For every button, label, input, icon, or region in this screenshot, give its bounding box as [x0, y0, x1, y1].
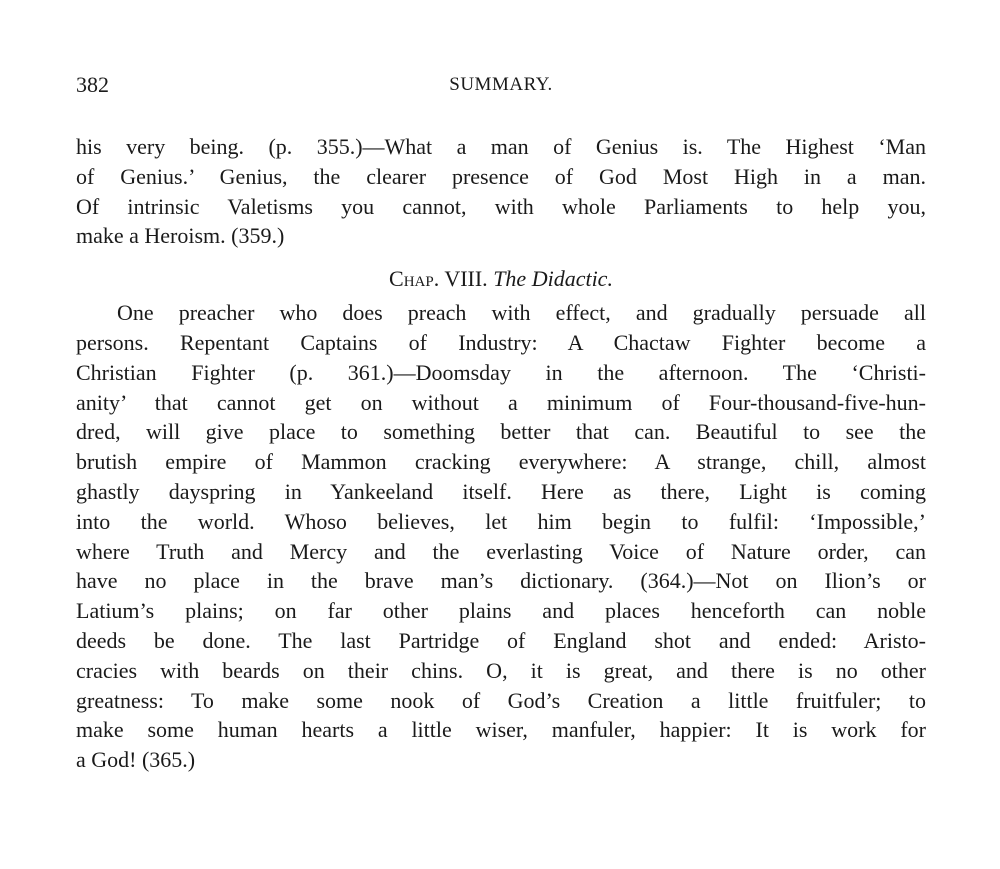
text-line: Christian Fighter (p. 361.)—Doomsday in the afternoon. The ‘Christi-: [76, 359, 926, 385]
book-page: [76, 72, 926, 775]
text-line: into the world. Whoso believes, let him begin to fulfil: ‘Impossible,’: [76, 508, 926, 534]
text-line: ghastly dayspring in Yankeeland itself. Here as there, Light is coming: [76, 478, 926, 504]
text-line: make a Heroism. (359.): [76, 223, 285, 249]
text-line: One preacher who does preach with effect, and gradually persuade all: [117, 300, 926, 326]
chapter-heading: [76, 264, 926, 294]
text-line: anity’ that cannot get on without a minimum of Four-thousand-five-hun-: [76, 389, 926, 415]
chapter-label: Chap. VIII.: [389, 266, 488, 292]
running-head: [76, 72, 926, 106]
text-line: Of intrinsic Valetisms you cannot, with whole Parliaments to help you,: [76, 193, 926, 219]
chapter-title: The Didactic.: [493, 266, 613, 292]
chapter-paragraph: [76, 298, 926, 775]
opening-paragraph: [76, 132, 926, 251]
text-line: have no place in the brave man’s dictionary. (364.)—Not on Ilion’s or: [76, 568, 926, 594]
page-number: 382: [76, 72, 109, 97]
text-line: greatness: To make some nook of God’s Creation a little fruitfuler; to: [76, 687, 926, 713]
running-title: SUMMARY.: [449, 74, 553, 95]
text-line: dred, will give place to something better that can. Beautiful to see the: [76, 419, 926, 445]
text-line: a God! (365.): [76, 747, 196, 773]
text-line: his very being. (p. 355.)—What a man of Genius is. The Highest ‘Man: [76, 134, 926, 159]
text-line: of Genius.’ Genius, the clearer presence of God Most High in a man.: [76, 163, 926, 189]
text-line: where Truth and Mercy and the everlasting Voice of Nature order, can: [76, 538, 926, 564]
text-line: make some human hearts a little wiser, manfuler, happier: It is work for: [76, 717, 926, 743]
text-line: Latium’s plains; on far other plains and places henceforth can noble: [76, 598, 926, 624]
text-line: cracies with beards on their chins. O, it is great, and there is no other: [76, 657, 926, 683]
text-line: brutish empire of Mammon cracking everywhere: A strange, chill, almost: [76, 449, 926, 475]
text-line: deeds be done. The last Partridge of England shot and ended: Aristo-: [76, 627, 926, 653]
text-line: persons. Repentant Captains of Industry: A Chactaw Fighter become a: [76, 329, 926, 355]
